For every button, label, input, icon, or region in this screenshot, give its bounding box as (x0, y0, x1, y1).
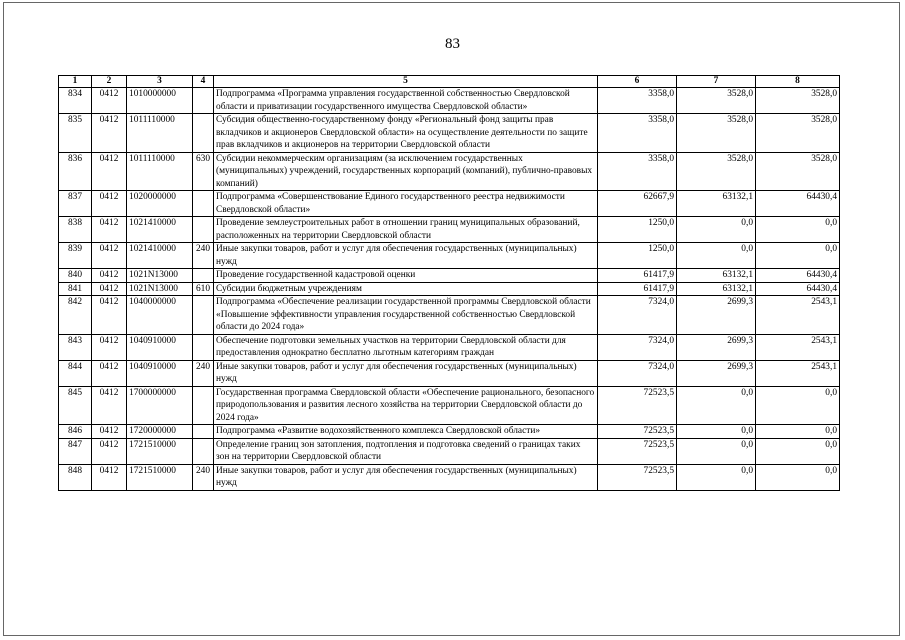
row-number: 834 (59, 88, 92, 114)
amount-col-7: 63132,1 (677, 191, 756, 217)
section-code: 0412 (92, 334, 127, 360)
expense-type-code (193, 334, 214, 360)
expense-type-code (193, 296, 214, 335)
amount-col-8: 2543,1 (756, 334, 840, 360)
target-article-code: 1040910000 (127, 334, 193, 360)
amount-col-8: 3528,0 (756, 88, 840, 114)
amount-col-6: 3358,0 (598, 152, 677, 191)
amount-col-7: 3528,0 (677, 114, 756, 153)
amount-col-7: 0,0 (677, 386, 756, 425)
section-code: 0412 (92, 217, 127, 243)
table-row (59, 464, 840, 490)
amount-col-7: 2699,3 (677, 334, 756, 360)
amount-col-8: 0,0 (756, 425, 840, 439)
row-number: 845 (59, 386, 92, 425)
amount-col-8: 0,0 (756, 386, 840, 425)
table-row (59, 269, 840, 283)
amount-col-6: 7324,0 (598, 334, 677, 360)
amount-col-6: 1250,0 (598, 217, 677, 243)
amount-col-6: 1250,0 (598, 243, 677, 269)
expense-type-code (193, 386, 214, 425)
expense-type-code: 240 (193, 360, 214, 386)
item-name: Иные закупки товаров, работ и услуг для обеспечения государственных (муниципальных) нужд (214, 464, 598, 490)
page-number: 83 (445, 36, 460, 52)
item-name: Подпрограмма «Обеспечение реализации государственной программы Свердловской области «Повышение эффективности управления государственной собственностью Свердловской области до 2024 года» (214, 296, 598, 335)
section-code: 0412 (92, 243, 127, 269)
row-number: 839 (59, 243, 92, 269)
table-body (59, 88, 840, 491)
amount-col-7: 0,0 (677, 464, 756, 490)
amount-col-7: 2699,3 (677, 360, 756, 386)
row-number: 844 (59, 360, 92, 386)
amount-col-8: 0,0 (756, 243, 840, 269)
target-article-code: 1020000000 (127, 191, 193, 217)
header-col-4: 4 (193, 76, 214, 88)
amount-col-6: 72523,5 (598, 464, 677, 490)
amount-col-7: 0,0 (677, 243, 756, 269)
expense-type-code (193, 88, 214, 114)
target-article-code: 1011110000 (127, 114, 193, 153)
item-name: Субсидии бюджетным учреждениям (214, 282, 598, 296)
row-number: 835 (59, 114, 92, 153)
amount-col-6: 3358,0 (598, 114, 677, 153)
expense-type-code: 630 (193, 152, 214, 191)
amount-col-7: 3528,0 (677, 88, 756, 114)
row-number: 841 (59, 282, 92, 296)
section-code: 0412 (92, 296, 127, 335)
header-col-2: 2 (92, 76, 127, 88)
amount-col-6: 61417,9 (598, 282, 677, 296)
row-number: 842 (59, 296, 92, 335)
expense-type-code: 240 (193, 243, 214, 269)
header-row (59, 76, 840, 88)
row-number: 848 (59, 464, 92, 490)
target-article-code: 1720000000 (127, 425, 193, 439)
item-name: Подпрограмма «Совершенствование Единого государственного реестра недвижимости Свердловской области» (214, 191, 598, 217)
header-col-5: 5 (214, 76, 598, 88)
header-col-3: 3 (127, 76, 193, 88)
row-number: 846 (59, 425, 92, 439)
target-article-code: 1040910000 (127, 360, 193, 386)
table-row (59, 114, 840, 153)
item-name: Подпрограмма «Программа управления государственной собственностью Свердловской области и приватизации государственного имущества Свердловской области» (214, 88, 598, 114)
item-name: Субсидия общественно-государственному фонду «Региональный фонд защиты прав вкладчиков и акционеров Свердловской области» на осуществление деятельности по защите прав вкладчиков и акционеров на территории Свердловской области (214, 114, 598, 153)
amount-col-6: 3358,0 (598, 88, 677, 114)
amount-col-7: 0,0 (677, 425, 756, 439)
target-article-code: 1040000000 (127, 296, 193, 335)
expense-type-code (193, 438, 214, 464)
target-article-code: 1021410000 (127, 217, 193, 243)
row-number: 836 (59, 152, 92, 191)
table-row (59, 438, 840, 464)
section-code: 0412 (92, 152, 127, 191)
section-code: 0412 (92, 114, 127, 153)
table-row (59, 425, 840, 439)
expense-type-code (193, 269, 214, 283)
amount-col-7: 2699,3 (677, 296, 756, 335)
header-col-7: 7 (677, 76, 756, 88)
amount-col-7: 3528,0 (677, 152, 756, 191)
header-col-1: 1 (59, 76, 92, 88)
target-article-code: 1010000000 (127, 88, 193, 114)
target-article-code: 1021N13000 (127, 282, 193, 296)
expense-type-code (193, 425, 214, 439)
table-row (59, 282, 840, 296)
item-name: Проведение государственной кадастровой оценки (214, 269, 598, 283)
expense-type-code: 610 (193, 282, 214, 296)
expense-type-code: 240 (193, 464, 214, 490)
amount-col-7: 63132,1 (677, 282, 756, 296)
amount-col-7: 63132,1 (677, 269, 756, 283)
item-name: Иные закупки товаров, работ и услуг для обеспечения государственных (муниципальных) нужд (214, 243, 598, 269)
amount-col-7: 0,0 (677, 217, 756, 243)
item-name: Иные закупки товаров, работ и услуг для обеспечения государственных (муниципальных) нужд (214, 360, 598, 386)
target-article-code: 1021410000 (127, 243, 193, 269)
item-name: Государственная программа Свердловской области «Обеспечение рационального, безопасного природопользования и развития лесного хозяйства на территории Свердловской области до 2024 года» (214, 386, 598, 425)
amount-col-8: 0,0 (756, 217, 840, 243)
expense-type-code (193, 191, 214, 217)
amount-col-7: 0,0 (677, 438, 756, 464)
amount-col-6: 72523,5 (598, 425, 677, 439)
section-code: 0412 (92, 282, 127, 296)
table-row (59, 334, 840, 360)
section-code: 0412 (92, 425, 127, 439)
section-code: 0412 (92, 386, 127, 425)
section-code: 0412 (92, 464, 127, 490)
amount-col-6: 7324,0 (598, 296, 677, 335)
amount-col-8: 64430,4 (756, 282, 840, 296)
amount-col-8: 3528,0 (756, 114, 840, 153)
header-col-6: 6 (598, 76, 677, 88)
item-name: Обеспечение подготовки земельных участков на территории Свердловской области для предоставления однократно бесплатно льготным категориям граждан (214, 334, 598, 360)
row-number: 843 (59, 334, 92, 360)
item-name: Подпрограмма «Развитие водохозяйственного комплекса Свердловской области» (214, 425, 598, 439)
budget-table (58, 75, 840, 491)
item-name: Проведение землеустроительных работ в отношении границ муниципальных образований, расположенных на территории Свердловской области (214, 217, 598, 243)
table-row (59, 296, 840, 335)
amount-col-6: 7324,0 (598, 360, 677, 386)
row-number: 840 (59, 269, 92, 283)
amount-col-6: 72523,5 (598, 438, 677, 464)
target-article-code: 1021N13000 (127, 269, 193, 283)
amount-col-8: 64430,4 (756, 191, 840, 217)
amount-col-8: 2543,1 (756, 296, 840, 335)
row-number: 847 (59, 438, 92, 464)
amount-col-8: 3528,0 (756, 152, 840, 191)
section-code: 0412 (92, 88, 127, 114)
row-number: 837 (59, 191, 92, 217)
header-col-8: 8 (756, 76, 840, 88)
expense-type-code (193, 114, 214, 153)
item-name: Субсидии некоммерческим организациям (за исключением государственных (муниципальных) учреждений, государственных корпораций (компаний), публично-правовых компаний) (214, 152, 598, 191)
table-row (59, 152, 840, 191)
amount-col-6: 62667,9 (598, 191, 677, 217)
amount-col-8: 0,0 (756, 438, 840, 464)
table-row (59, 360, 840, 386)
section-code: 0412 (92, 191, 127, 217)
target-article-code: 1700000000 (127, 386, 193, 425)
amount-col-8: 64430,4 (756, 269, 840, 283)
table-row (59, 217, 840, 243)
item-name: Определение границ зон затопления, подтопления и подготовка сведений о границах таких зон на территории Свердловской области (214, 438, 598, 464)
section-code: 0412 (92, 438, 127, 464)
section-code: 0412 (92, 269, 127, 283)
amount-col-8: 2543,1 (756, 360, 840, 386)
table-row (59, 243, 840, 269)
table-row (59, 191, 840, 217)
section-code: 0412 (92, 360, 127, 386)
amount-col-8: 0,0 (756, 464, 840, 490)
amount-col-6: 72523,5 (598, 386, 677, 425)
table-row (59, 88, 840, 114)
amount-col-6: 61417,9 (598, 269, 677, 283)
expense-type-code (193, 217, 214, 243)
target-article-code: 1721510000 (127, 438, 193, 464)
target-article-code: 1011110000 (127, 152, 193, 191)
target-article-code: 1721510000 (127, 464, 193, 490)
row-number: 838 (59, 217, 92, 243)
table-row (59, 386, 840, 425)
